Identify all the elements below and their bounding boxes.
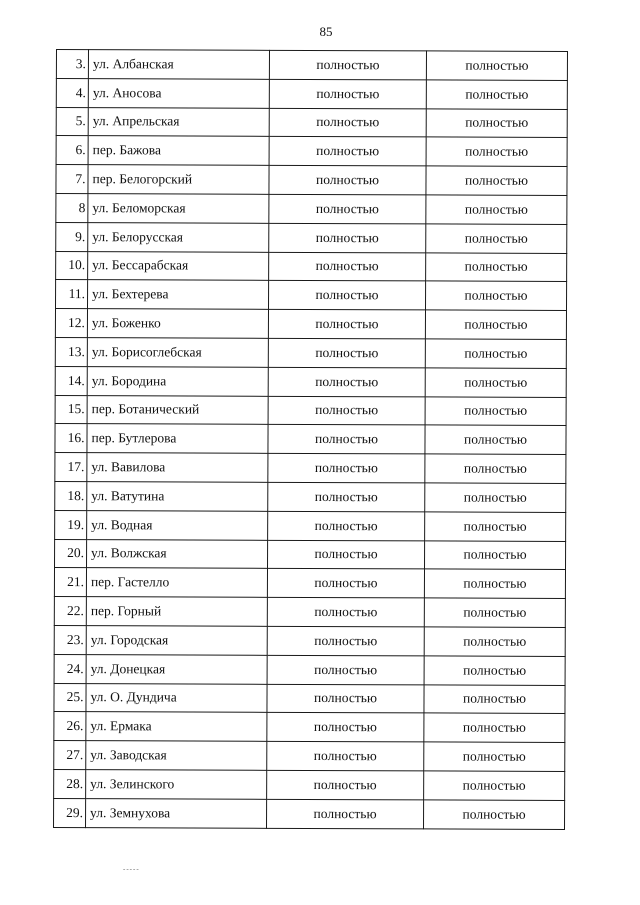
coverage-value-a: полностью: [267, 655, 424, 684]
row-number: 18.: [55, 481, 87, 510]
table-row: [56, 78, 567, 109]
coverage-value-a: полностью: [269, 223, 426, 252]
coverage-value-b: полностью: [426, 252, 567, 281]
row-number: 10.: [56, 251, 88, 280]
coverage-value-b: полностью: [425, 425, 566, 454]
coverage-value-b: полностью: [424, 656, 565, 685]
row-number: 7.: [56, 165, 88, 194]
table-row: [55, 539, 566, 570]
coverage-value-b: полностью: [426, 80, 567, 109]
streets-table: [53, 49, 568, 829]
coverage-value-b: полностью: [424, 800, 565, 829]
row-number: 26.: [54, 712, 86, 741]
street-name: пер. Ботанический: [87, 395, 268, 424]
coverage-value-a: полностью: [268, 453, 425, 482]
table-row: [55, 337, 566, 368]
table-row: [56, 107, 567, 138]
coverage-value-a: полностью: [269, 108, 426, 137]
street-name: ул. Водная: [87, 510, 268, 539]
page-number: 85: [319, 24, 333, 39]
coverage-value-b: полностью: [426, 109, 567, 138]
table-row: [55, 424, 566, 455]
coverage-value-a: полностью: [269, 166, 426, 195]
table-row: [55, 309, 566, 340]
coverage-value-a: полностью: [267, 799, 424, 828]
coverage-value-a: полностью: [268, 511, 425, 540]
coverage-value-b: полностью: [425, 310, 566, 339]
table-row: [54, 683, 565, 714]
row-number: 9.: [56, 222, 88, 251]
row-number: 19.: [55, 510, 87, 539]
coverage-value-b: полностью: [424, 771, 565, 800]
row-number: 28.: [54, 769, 86, 798]
row-number: 29.: [54, 798, 86, 827]
row-number: 25.: [54, 683, 86, 712]
street-name: пер. Гастелло: [86, 568, 267, 597]
row-number: 20.: [55, 539, 87, 568]
row-number: 16.: [55, 424, 87, 453]
coverage-value-b: полностью: [424, 627, 565, 656]
coverage-value-a: полностью: [268, 338, 425, 367]
table-row: [54, 798, 565, 829]
coverage-value-b: полностью: [425, 454, 566, 483]
coverage-value-a: полностью: [267, 770, 424, 799]
table-row: [54, 625, 565, 656]
row-number: 23.: [54, 625, 86, 654]
coverage-value-a: полностью: [268, 425, 425, 454]
row-number: 17.: [55, 453, 87, 482]
coverage-value-b: полностью: [426, 281, 567, 310]
coverage-value-a: полностью: [267, 741, 424, 770]
street-name: ул. Албанская: [88, 50, 269, 79]
coverage-value-b: полностью: [425, 339, 566, 368]
street-name: пер. Бажова: [88, 136, 269, 165]
coverage-value-a: полностью: [269, 137, 426, 166]
table-row: [55, 366, 566, 397]
coverage-value-b: полностью: [425, 512, 566, 541]
row-number: 4.: [56, 78, 88, 107]
street-name: ул. Бехтерева: [88, 280, 269, 309]
coverage-value-a: полностью: [269, 252, 426, 281]
street-name: ул. Беломорская: [88, 194, 269, 223]
coverage-value-b: полностью: [425, 396, 566, 425]
coverage-value-a: полностью: [267, 597, 424, 626]
coverage-value-b: полностью: [425, 368, 566, 397]
coverage-value-b: полностью: [425, 540, 566, 569]
street-name: пер. Белогорский: [88, 165, 269, 194]
street-name: ул. Белорусская: [88, 222, 269, 251]
street-name: ул. Ватутина: [87, 482, 268, 511]
street-name: ул. Аносова: [88, 78, 269, 107]
row-number: 15.: [55, 395, 87, 424]
coverage-value-b: полностью: [426, 224, 567, 253]
row-number: 22.: [54, 597, 86, 626]
table-row: [56, 222, 567, 253]
table-row: [54, 741, 565, 772]
coverage-value-a: полностью: [267, 626, 424, 655]
coverage-value-a: полностью: [267, 713, 424, 742]
coverage-value-b: полностью: [424, 569, 565, 598]
street-name: ул. Апрельская: [88, 107, 269, 136]
table-row: [55, 395, 566, 426]
street-name: ул. Вавилова: [87, 453, 268, 482]
coverage-value-b: полностью: [426, 137, 567, 166]
coverage-value-a: полностью: [268, 396, 425, 425]
coverage-value-b: полностью: [424, 598, 565, 627]
table-row: [56, 193, 567, 224]
table-row: [56, 280, 567, 311]
row-number: 14.: [55, 366, 87, 395]
table-row: [54, 712, 565, 743]
street-name: ул. Земнухова: [86, 798, 267, 827]
row-number: 13.: [55, 337, 87, 366]
coverage-value-a: полностью: [268, 367, 425, 396]
row-number: 5.: [56, 107, 88, 136]
coverage-value-a: полностью: [267, 569, 424, 598]
row-number: 12.: [55, 309, 87, 338]
coverage-value-a: полностью: [268, 482, 425, 511]
table-row: [54, 597, 565, 628]
street-name: ул. Ермака: [86, 712, 267, 741]
coverage-value-b: полностью: [426, 166, 567, 195]
coverage-value-a: полностью: [269, 79, 426, 108]
coverage-value-b: полностью: [426, 195, 567, 224]
street-name: ул. О. Дундича: [86, 683, 267, 712]
table-row: [56, 136, 567, 167]
table-row: [55, 481, 566, 512]
coverage-value-a: полностью: [269, 281, 426, 310]
table-row: [56, 251, 567, 282]
table-row: [54, 769, 565, 800]
table-row: [55, 453, 566, 484]
coverage-value-b: полностью: [424, 684, 565, 713]
table-row: [56, 50, 567, 81]
street-name: ул. Донецкая: [86, 654, 267, 683]
coverage-value-a: полностью: [269, 194, 426, 223]
coverage-value-b: полностью: [426, 51, 567, 80]
row-number: 27.: [54, 741, 86, 770]
table-row: [56, 165, 567, 196]
street-name: ул. Волжская: [87, 539, 268, 568]
table-row: [55, 510, 566, 541]
footer-mark: -----: [123, 865, 140, 873]
table-row: [54, 654, 565, 685]
row-number: 21.: [54, 568, 86, 597]
street-name: ул. Борисоглебская: [87, 338, 268, 367]
street-name: ул. Бородина: [87, 366, 268, 395]
street-name: ул. Городская: [86, 626, 267, 655]
coverage-value-b: полностью: [425, 483, 566, 512]
coverage-value-a: полностью: [268, 540, 425, 569]
row-number: 6.: [56, 136, 88, 165]
coverage-value-a: полностью: [267, 684, 424, 713]
street-name: пер. Горный: [86, 597, 267, 626]
street-name: ул. Зелинского: [86, 770, 267, 799]
coverage-value-b: полностью: [424, 713, 565, 742]
row-number: 3.: [56, 50, 88, 79]
street-name: пер. Бутлерова: [87, 424, 268, 453]
row-number: 8: [56, 193, 88, 222]
row-number: 24.: [54, 654, 86, 683]
coverage-value-a: полностью: [268, 309, 425, 338]
row-number: 11.: [56, 280, 88, 309]
street-name: ул. Заводская: [86, 741, 267, 770]
coverage-value-a: полностью: [269, 50, 426, 79]
coverage-value-b: полностью: [424, 742, 565, 771]
streets-table-body: [54, 50, 568, 829]
street-name: ул. Боженко: [87, 309, 268, 338]
street-name: ул. Бессарабская: [88, 251, 269, 280]
table-row: [54, 568, 565, 599]
